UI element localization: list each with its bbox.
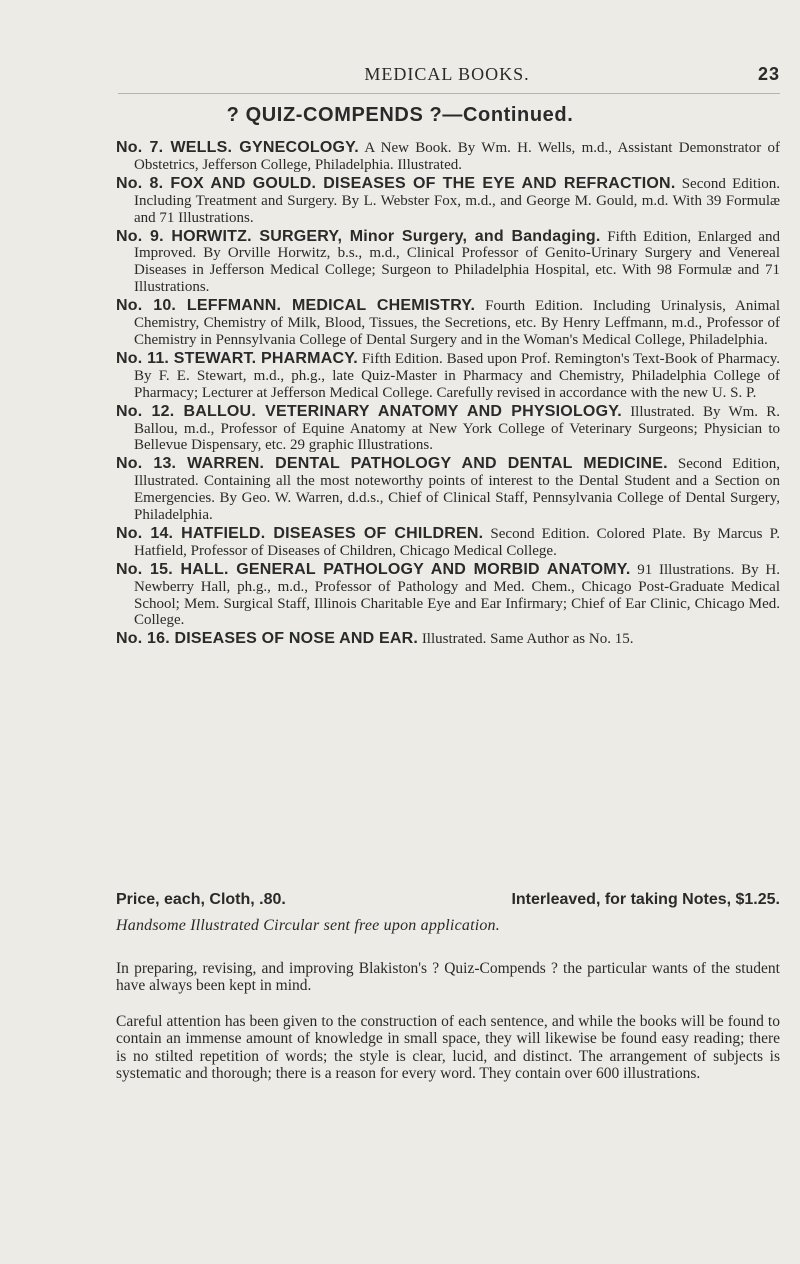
entry-title: No. 14. HATFIELD. DISEASES OF CHILDREN.	[116, 524, 484, 542]
book-list	[116, 140, 780, 650]
entry-title: No. 16. DISEASES OF NOSE AND EAR.	[116, 630, 419, 648]
book-entry-15	[116, 562, 780, 630]
description-paragraph: Careful attention has been given to the construction of each sentence, and while the books will be found to contain an immense amount of knowledge in small space, they will likewise be found easy reading; there is no stilted repetition of words; the style is clear, lucid, and distinct. The arrangement of subjects is systematic and thorough; there is a reason for every word. They contain over 600 illustrations.	[116, 1012, 780, 1082]
entry-description: 91 Illustrations. By H. Newberry Hall, ph.g., m.d., Professor of Pathology and Med. Chem., Chicago Post-Graduate Medical School; Mem. Surgical Staff, Illinois Charitable Eye and Ear Infirmary; Chief of Ear Clinic, Chicago Med. College.	[134, 561, 781, 629]
entry-title: No. 15. HALL. GENERAL PATHOLOGY AND MORBID ANATOMY.	[116, 560, 631, 578]
running-head-title: MEDICAL BOOKS.	[364, 64, 530, 84]
price-line	[116, 891, 780, 909]
entry-description: Second Edition. Colored Plate. By Marcus P. Hatfield, Professor of Diseases of Children, Chicago Medical College.	[134, 525, 780, 559]
entry-description: Illustrated. Same Author as No. 15.	[421, 631, 634, 648]
entry-description: Fifth Edition, Enlarged and Improved. By Orville Horwitz, b.s., m.d., Clinical Professor of Genito-Urinary Surgery and Venereal Diseases in Jefferson Medical College; Surgeon to Philadelphia Hospital, etc. With 98 Formulæ and 71 Illustrations.	[134, 228, 781, 296]
entry-description: Second Edition, Illustrated. Containing all the most noteworthy points of interest to the Dental Student and a Section on Emergencies. By Geo. W. Warren, d.d.s., Chief of Clinical Staff, Pennsylvania College of Dental Surgery, Philadelphia.	[134, 456, 781, 524]
book-entry-9	[116, 229, 780, 297]
price-interleaved: Interleaved, for taking Notes, $1.25.	[511, 891, 780, 908]
entry-title: No. 13. WARREN. DENTAL PATHOLOGY AND DENTAL MEDICINE.	[116, 455, 668, 473]
section-heading: ? QUIZ-COMPENDS ?—Continued.	[226, 104, 574, 126]
entry-title: No. 7. WELLS. GYNECOLOGY.	[116, 139, 359, 156]
entry-description: Fourth Edition. Including Urinalysis, Animal Chemistry, Chemistry of Milk, Blood, Tissues, the Secretions, etc. By Henry Leffmann, m.d., Professor of Chemistry in Pennsylvania College of Dental Surgery and in the Woman's Medical College, Philadelphia.	[134, 298, 780, 348]
entry-title: No. 11. STEWART. PHARMACY.	[116, 349, 358, 367]
price-cloth: Price, each, Cloth, .80.	[116, 891, 286, 908]
running-head	[114, 64, 780, 86]
entry-title: No. 8. FOX AND GOULD. DISEASES OF THE EYE AND REFRACTION.	[116, 174, 676, 192]
entry-title: No. 9. HORWITZ. SURGERY, Minor Surgery, and Bandaging.	[116, 227, 601, 245]
circular-notice: Handsome Illustrated Circular sent free upon application.	[116, 917, 500, 934]
book-entry-7	[116, 140, 780, 174]
entry-title: No. 10. LEFFMANN. MEDICAL CHEMISTRY.	[116, 297, 476, 315]
entry-description: Illustrated. By Wm. R. Ballou, m.d., Professor of Equine Anatomy at New York College of Veterinary Surgeons; Physician to Bellevue Dispensary, etc. 29 graphic Illustrations.	[134, 403, 780, 454]
header-rule	[118, 93, 780, 94]
intro-paragraph: In preparing, revising, and improving Blakiston's ? Quiz-Compends ? the particular wants of the student have always been kept in mind.	[116, 959, 780, 994]
book-entry-16	[116, 631, 780, 648]
book-entry-8	[116, 176, 780, 227]
entry-title: No. 12. BALLOU. VETERINARY ANATOMY AND PHYSIOLOGY.	[116, 402, 622, 420]
entry-description: Fifth Edition. Based upon Prof. Remington's Text-Book of Pharmacy. By F. E. Stewart, m.d., ph.g., late Quiz-Master in Pharmacy and Chemistry, Philadelphia College of Pharmacy; Lecturer at Jefferson Medical College. Carefully revised in accordance with the new U. S. P.	[134, 350, 781, 401]
entry-description: Second Edition. Including Treatment and Surgery. By L. Webster Fox, m.d., and George M. Gould, m.d. With 39 Formulæ and 71 Illustrations.	[134, 175, 781, 226]
book-entry-11	[116, 351, 780, 402]
entry-description: A New Book. By Wm. H. Wells, m.d., Assistant Demonstrator of Obstetrics, Jefferson College, Philadelphia. Illustrated.	[134, 140, 780, 173]
book-entry-14	[116, 526, 780, 560]
book-entry-10	[116, 298, 780, 349]
book-entry-12	[116, 404, 780, 455]
book-entry-13	[116, 456, 780, 524]
page-number: 23	[757, 64, 780, 84]
